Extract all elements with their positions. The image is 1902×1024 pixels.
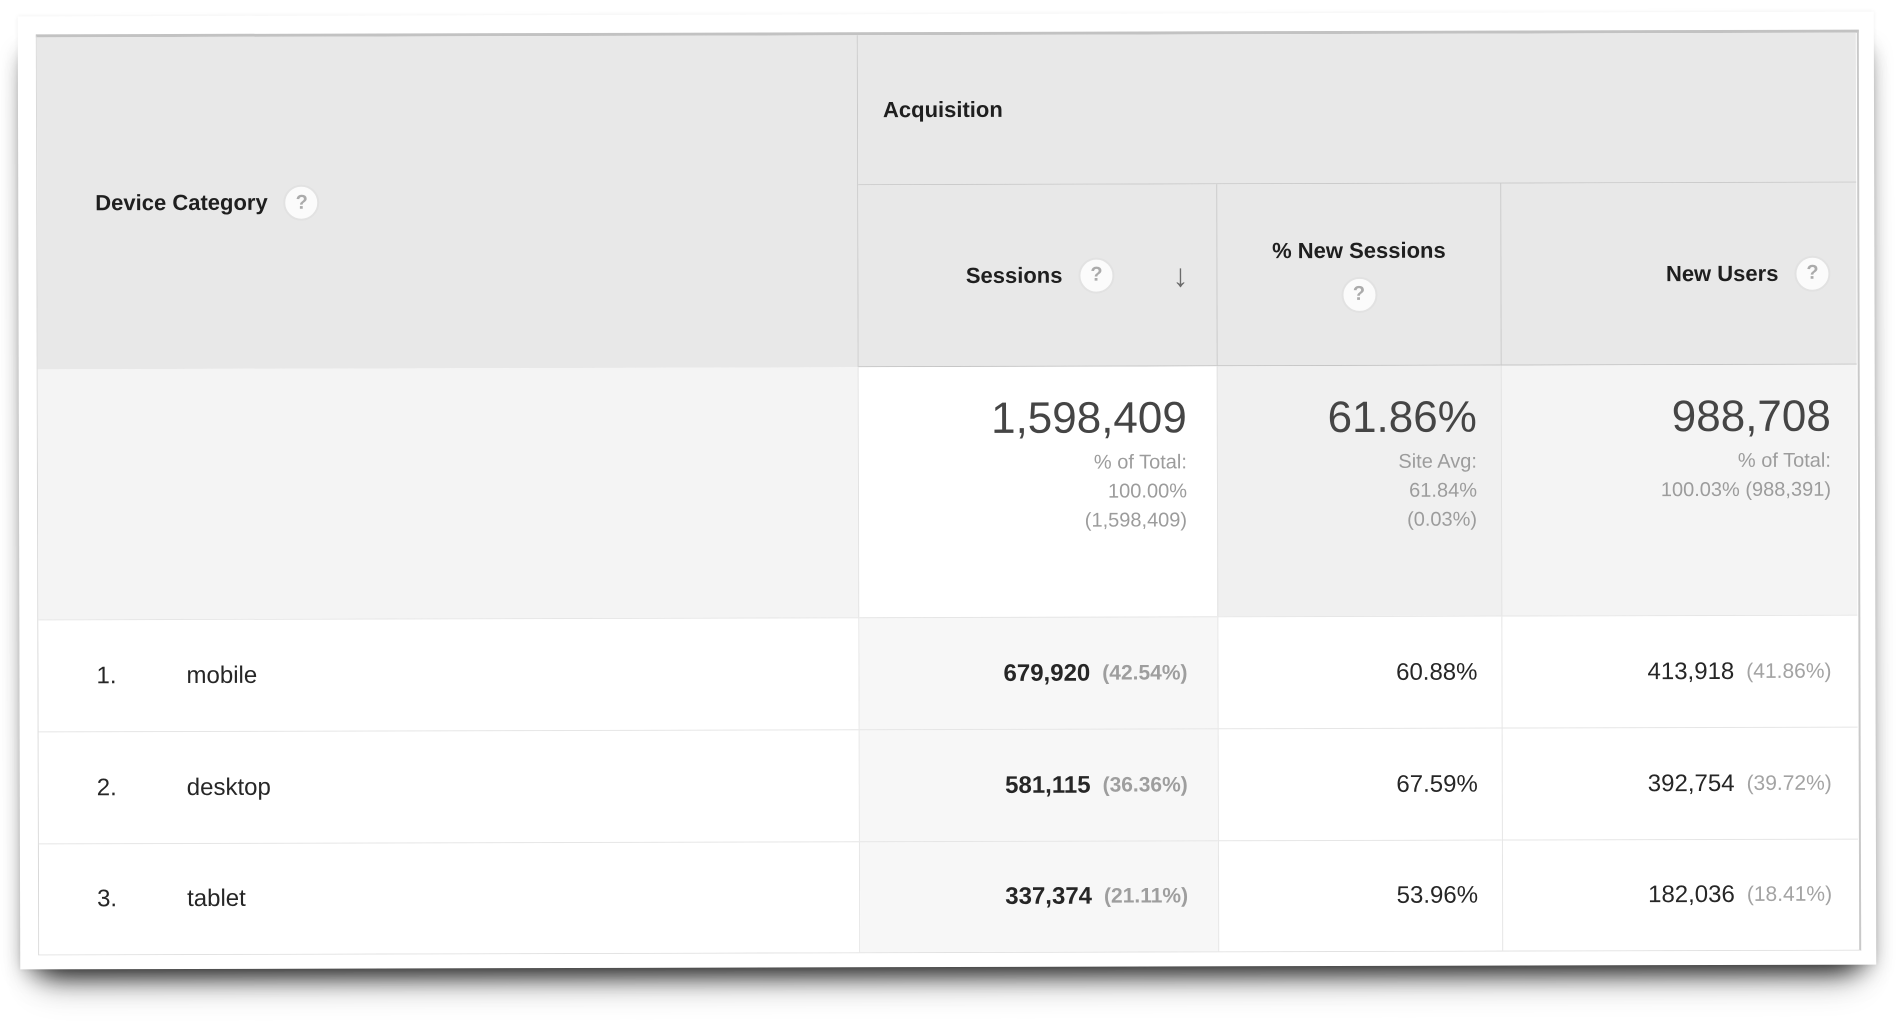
row-new-users-cell: [1502, 839, 1858, 951]
acquisition-group-header: [858, 33, 1856, 186]
help-icon[interactable]: ?: [284, 185, 320, 221]
percent-new-sessions-header-label: % New Sessions: [1272, 237, 1446, 263]
help-icon[interactable]: ?: [1794, 255, 1830, 291]
percent-new-sessions-value: 67.59%: [1396, 770, 1478, 798]
device-category-table: [36, 30, 1861, 956]
column-header-new-users[interactable]: [1500, 183, 1856, 366]
sort-descending-icon[interactable]: ↓: [1172, 256, 1189, 293]
sessions-percent: (21.11%): [1103, 884, 1189, 908]
summary-sessions-value: 1,598,409: [990, 393, 1187, 443]
row-sessions-cell: [859, 616, 1217, 729]
summary-new-users-subtext: % of Total: 100.03% (988,391): [1660, 449, 1832, 502]
column-header-percent-new-sessions[interactable]: [1216, 184, 1500, 367]
row-sessions-cell: [860, 840, 1218, 952]
row-label: tablet: [187, 884, 246, 912]
row-sessions-cell: [860, 728, 1218, 841]
row-label: mobile: [186, 661, 258, 689]
row-rank: 1.: [96, 661, 117, 689]
new-users-percent: (39.72%): [1746, 771, 1832, 795]
dimension-header-device-category[interactable]: [37, 35, 859, 369]
screenshot-frame: [18, 12, 1876, 970]
sessions-percent: (36.36%): [1102, 772, 1188, 797]
summary-dimension-cell: [38, 367, 860, 619]
row-new-users-cell: [1502, 727, 1858, 840]
acquisition-label: Acquisition: [882, 96, 1003, 122]
dimension-header-label: Device Category: [95, 189, 268, 216]
row-percent-new-sessions-cell: [1218, 840, 1502, 952]
new-users-value: 392,754: [1647, 769, 1735, 797]
help-icon[interactable]: ?: [1341, 276, 1377, 312]
row-rank: 2.: [96, 773, 117, 801]
percent-new-sessions-value: 53.96%: [1396, 881, 1479, 909]
sessions-value: 679,920: [1003, 659, 1091, 687]
column-header-sessions[interactable]: [858, 184, 1216, 367]
summary-percent-new-sessions-value: 61.86%: [1327, 392, 1477, 443]
table-row-dimension: [39, 841, 860, 954]
summary-new-users-value: 988,708: [1671, 391, 1831, 442]
help-icon[interactable]: ?: [1078, 257, 1114, 293]
row-rank: 3.: [97, 885, 118, 913]
row-label: desktop: [186, 773, 271, 801]
row-percent-new-sessions-cell: [1217, 616, 1501, 729]
table-row-dimension: [38, 617, 859, 731]
summary-percent-new-sessions-cell: [1217, 366, 1502, 617]
table-row-dimension: [39, 729, 860, 843]
percent-new-sessions-value: 60.88%: [1396, 658, 1478, 686]
row-percent-new-sessions-cell: [1218, 728, 1502, 841]
sessions-percent: (42.54%): [1102, 660, 1188, 685]
new-users-percent: (41.86%): [1746, 659, 1832, 683]
new-users-percent: (18.41%): [1746, 882, 1833, 906]
new-users-value: 413,918: [1647, 657, 1735, 685]
sessions-value: 337,374: [1005, 882, 1093, 910]
sessions-header-label: Sessions: [965, 262, 1063, 288]
new-users-value: 182,036: [1648, 880, 1735, 909]
summary-percent-new-sessions-subtext: Site Avg: 61.84% (0.03%): [1398, 450, 1478, 531]
summary-new-users-cell: [1501, 365, 1858, 616]
new-users-header-label: New Users: [1665, 260, 1779, 286]
summary-sessions-cell: [859, 366, 1218, 617]
row-new-users-cell: [1501, 615, 1857, 728]
summary-sessions-subtext: % of Total: 100.00% (1,598,409): [1084, 451, 1188, 532]
sessions-value: 581,115: [1005, 771, 1091, 799]
